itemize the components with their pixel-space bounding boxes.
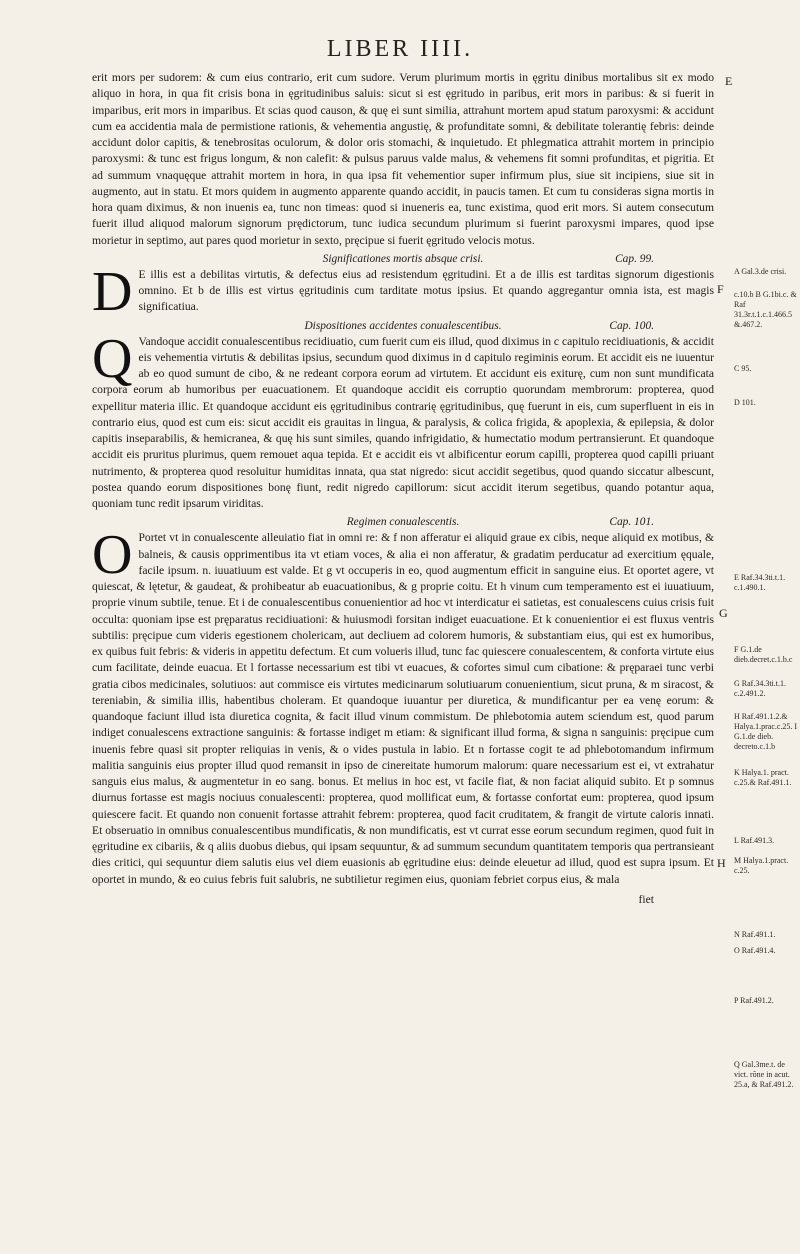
margin-note-c: C 95.: [734, 364, 752, 373]
margin-note-p: P Raf.491.2.: [734, 996, 774, 1005]
margin-note-a: A Gal.3.de crisi.: [734, 267, 787, 276]
margin-note-q: Q Gal.3me.t. de vict. rõne in acut. 25.a, & Raf.491.2.: [734, 1060, 794, 1089]
heading-title-100: Dispositiones accidentes conualescentibus.: [304, 319, 502, 332]
margin-note-b: c.10.b B G.1bi.c. & Raf 31.3r.t.1.c.1.466.5 &.467.2.: [734, 290, 797, 329]
gutter-letter-g: G: [719, 606, 728, 620]
margin-note-h: H Raf.491.1.2.& Halya.1.prac.c.25. I G.1.de dieb. decreto.c.1.b: [734, 712, 798, 751]
chapter-number-101: Cap. 101.: [609, 516, 654, 529]
margin-note-k: K Halya.1. pract. c.25.& Raf.491.1.: [734, 768, 792, 787]
paragraph-top: erit mors per sudorem: & cum eius contrario, erit cum sudore. Verum plurimum mortis in ęgritu dinibus mortalibus sit ex modo aliquo in hora, in qua fit crisis bona in ęgritudinibus saluis: sicut si est ęgritudo in paribus, erit mors in paribus: & si fuerit in imparibus, erit mors in imparibus. Et scias quod causon, & quę ei sunt similia, attrahunt mortem apud statum paroxysmi: & accidunt cum ea accidentia mala de permistione rationis, & vehementia angustię, & profunditate somni, & debilitate tolerantię febris: deinde accidunt dolor capitis, & tenebrositas oculorum, & dolor oris stomachi, & inquietudo. Et phlegmatica attrahit mortem in principio paroxysmi: & tunc est frigus longum, & non calefit: & pulsus paruus valde malus, & vehemens fit somni profunditas, et pigritia. Et ad summum vnaquęque attrahit mortem in hora, in qua ipsa fit vehementior super infirmum plus, siue sit incipiens, siue sit in augmento, aut in statu. Et mors quidem in augmento apparente quando accidit, in paucis tamen. Et cum tu consideras signa mortis in hora quam diximus, & non inuenis ea, tunc non timeas: quod si inueneris ea, tunc existima, quod erit mors. Si autem consecutum fuerit illud aliquod malorum signorum prędictorum, tunc iudica secundum plurimum si fuerint paroxysmi impares, quod ipse morietur in septimo, aut pares quod morietur in sexto, pręcipue si fuerit ęgritudo velocis motus.: [92, 71, 714, 247]
gutter-letter-f: F: [717, 282, 724, 296]
chapter-heading-101: [92, 514, 714, 530]
initial-letter-o: O: [92, 524, 133, 587]
margin-note-g: G Raf.34.3ti.t.1. c.2.491.2.: [734, 679, 786, 698]
paragraph-100-text: Vandoque accidit conualescentibus recidiuatio, cum fuerit cum eis illud, quod diximus in c capitulo recidiuationis, & accidit eis vehementia virtutis & debilitas ipsius, secundum quod diximus in d capitulo regiminis eorum. Et accidit eis ne iuuentur ab eo quod sumunt de cibo, & ne redeant corpora eorum ad virtutem. Et accidunt eis exiturę, cum non sunt mundificata corpora eorum ab humoribus per euacuationem. Et quandoque accidit eis corruptio quorundam membrorum: propterea, quod expellitur materia illic. Et quandoque accidunt eis ęgritudinibus contrarię ęgritudinibus, quę fuerunt in eis, cum superfluent in eis in contrario eius, quod est cum eis: sicut accidit eis grauitas in lingua, & paralysis, & colica frigida, & apoplexia, & epilepsia, & dolor capitis inseparabilis, & hemicranea, & quę his sunt similes, quando infrigidatio, & humectatio modum pertransierunt. Et quandoque accidit eis pruritus plurimus, quem remouet aqua tepida. Et e accidit eis vt albificentur eorum capilli, propterea quod capilli priuant nutrimento, & propterea quod resoluitur humiditas innata, qua stat nigredo: sicut accidit segetibus, quod quando siccatur albescunt, postea quando eorum dispositiones bonę fiunt, redit nigredo capillorum: sicut accidit iterum segetibus, quando potantur aqua, quoniam tunc redit ipsarum viriditas.: [92, 334, 714, 510]
initial-letter-q: Q: [92, 327, 133, 390]
catchword: fiet: [638, 892, 654, 906]
heading-title-101: Regimen conualescentis.: [346, 516, 460, 529]
paragraph-99: [92, 260, 714, 323]
margin-notes: [734, 0, 800, 1254]
paragraph-100: [92, 327, 714, 513]
chapter-number-99: Cap. 99.: [615, 252, 654, 265]
chapter-heading-100: [92, 318, 714, 334]
running-head: LIBER IIII.: [326, 36, 474, 62]
margin-note-f: F G.1.de dieb.decret.c.1.b.c: [734, 645, 793, 664]
paragraph-101: [92, 524, 715, 888]
chapter-number-100: Cap. 100.: [609, 319, 654, 332]
margin-note-o: O Raf.491.4.: [734, 946, 776, 955]
heading-title-99: Significationes mortis absque crisi.: [322, 252, 484, 265]
margin-note-n: N Raf.491.1.: [734, 930, 776, 939]
gutter-letter-e: E: [725, 74, 733, 88]
margin-note-e: E Raf.34.3ti.t.1. c.1.490.1.: [734, 573, 786, 592]
initial-letter-d: D: [92, 260, 133, 323]
paragraph-99-text: E illis est a debilitas virtutis, & defectus eius ad resistendum ęgritudini. Et a de illis est tarditas signorum digestionis omnino. Et b de illis est virtus ęgritudinis cum tarditate motus ipsius. Et quando aggregantur omnia ista, est magis significatiua.: [138, 267, 714, 314]
chapter-heading-99: [92, 251, 714, 267]
margin-note-m: M Halya.1.pract. c.25.: [734, 856, 789, 875]
main-text: [92, 70, 714, 908]
gutter-letter-h: H: [717, 856, 726, 870]
margin-note-d: D 101.: [734, 398, 756, 407]
paragraph-101-text: Portet vt in conualescente alleuiatio fiat in omni re: & f non afferatur ei aliquid graue ex cibis, neque aliquid ex motibus, & balneis, & causis opprimentibus ita vt etiam voces, & alia ei non afferatur, & gradatim perducatur ad exercitium ęquale, facile ipsum. n. iuuatiuum est valde. Et g vt occuperis in eo, quod augmentum efficit in sanguine eius. Et oportet agere, vt quiescat, & lętetur, & gaudeat, & prohibeatur ab euacuationibus, & g proprie coitu. Et h vinum cum temperamento est ei iuuatiuum, proprie vinum subtile, tenue. Et i de conualescentibus conuenientior ad hoc vt interdicatur ei satietas, est conualescens cuius crisis fuit occulta: quoniam ipse est pręparatus recidiuationi: & huiusmodi forsitan indiget euacuatione. Et k conuenientior ei est fluxus ventris subtilis: pręcipue cum videris egestionem cholericam, aut decliuem ad colorem humoris, & substantiam eius, qui est ex humoribus, ex quibus fuit febris: & videris in appetitu defectum. Et cum volueris illud, tunc fac quiescere conualescentem, & conforta virtute eius cum facilitate, deinde euacua. Et l fortasse necessarium est tibi vt euacues, & cofortes simul cum cibatione: & pręparaei tunc verbi gratia cibos medicinales, solutiuos: aut commisce eis virtutes medicinarum solutiuarum conuenientium, sicut pruna, & m siracost, & tereniabin, & similia illis, habentibus choleram. Et quandoque iuuantur per diuretica, & mundificantur per ea venę eorum: & quandoque faciunt illud ista diuretica cognita, & facit illud vinum commistum. De phlebotomia autem sciendum est, quod parum indiget conualescens extractione sanguinis: & fortasse indiget m etiam: & significant illud forma, & signa n sanguinis: pręcipue cum inuenis febre quasi sit propter reliquias in venis, & o vides pustula in labio. Et n fortasse cogit te ad phlebotomandum infirmum malitia sanguinis eius propter illud quod remansit in ipso de cinereitate humorum malorum: quare necessarium est ei, vt extrahatur sanguis eius malus, & augmentetur in eo sang. bonus. Et melius in hoc est, vt facile fiat, & non faciat aliquid subito. Et p somnus diurnus fortasse est magis nociuus conualescenti: propterea, quod mollificat eum, & fortasse confortat eum: propterea, quod ipsum quiescere facit. Et quando non conuenit fortasse attrahit febrem: propterea, quod facit cruditatem, & frangit de virtute caloris innati. Et obseruatio in omnibus conualescentibus mundificatis, & non mundificatis, est vt currat esse eorum secundum regimen, quod fuit in ęgritudine ex cibariis, & q aliis duobus diebus, qui ipsam sequuntur, & ad summum secundum quantitatem temporis qua pertransieant dies critici, qui sequuntur diem salutis eius vel diem euasionis ab ęgritudine eius: deinde eleuetur ad illud, quod est supra ipsum. Et oportet in mundo, & eo cuius febris fuit salubris, ne subtilietur regimen eius, quoniam febriet corpus eius, & mala: [92, 531, 715, 886]
margin-note-l: L Raf.491.3.: [734, 836, 775, 845]
